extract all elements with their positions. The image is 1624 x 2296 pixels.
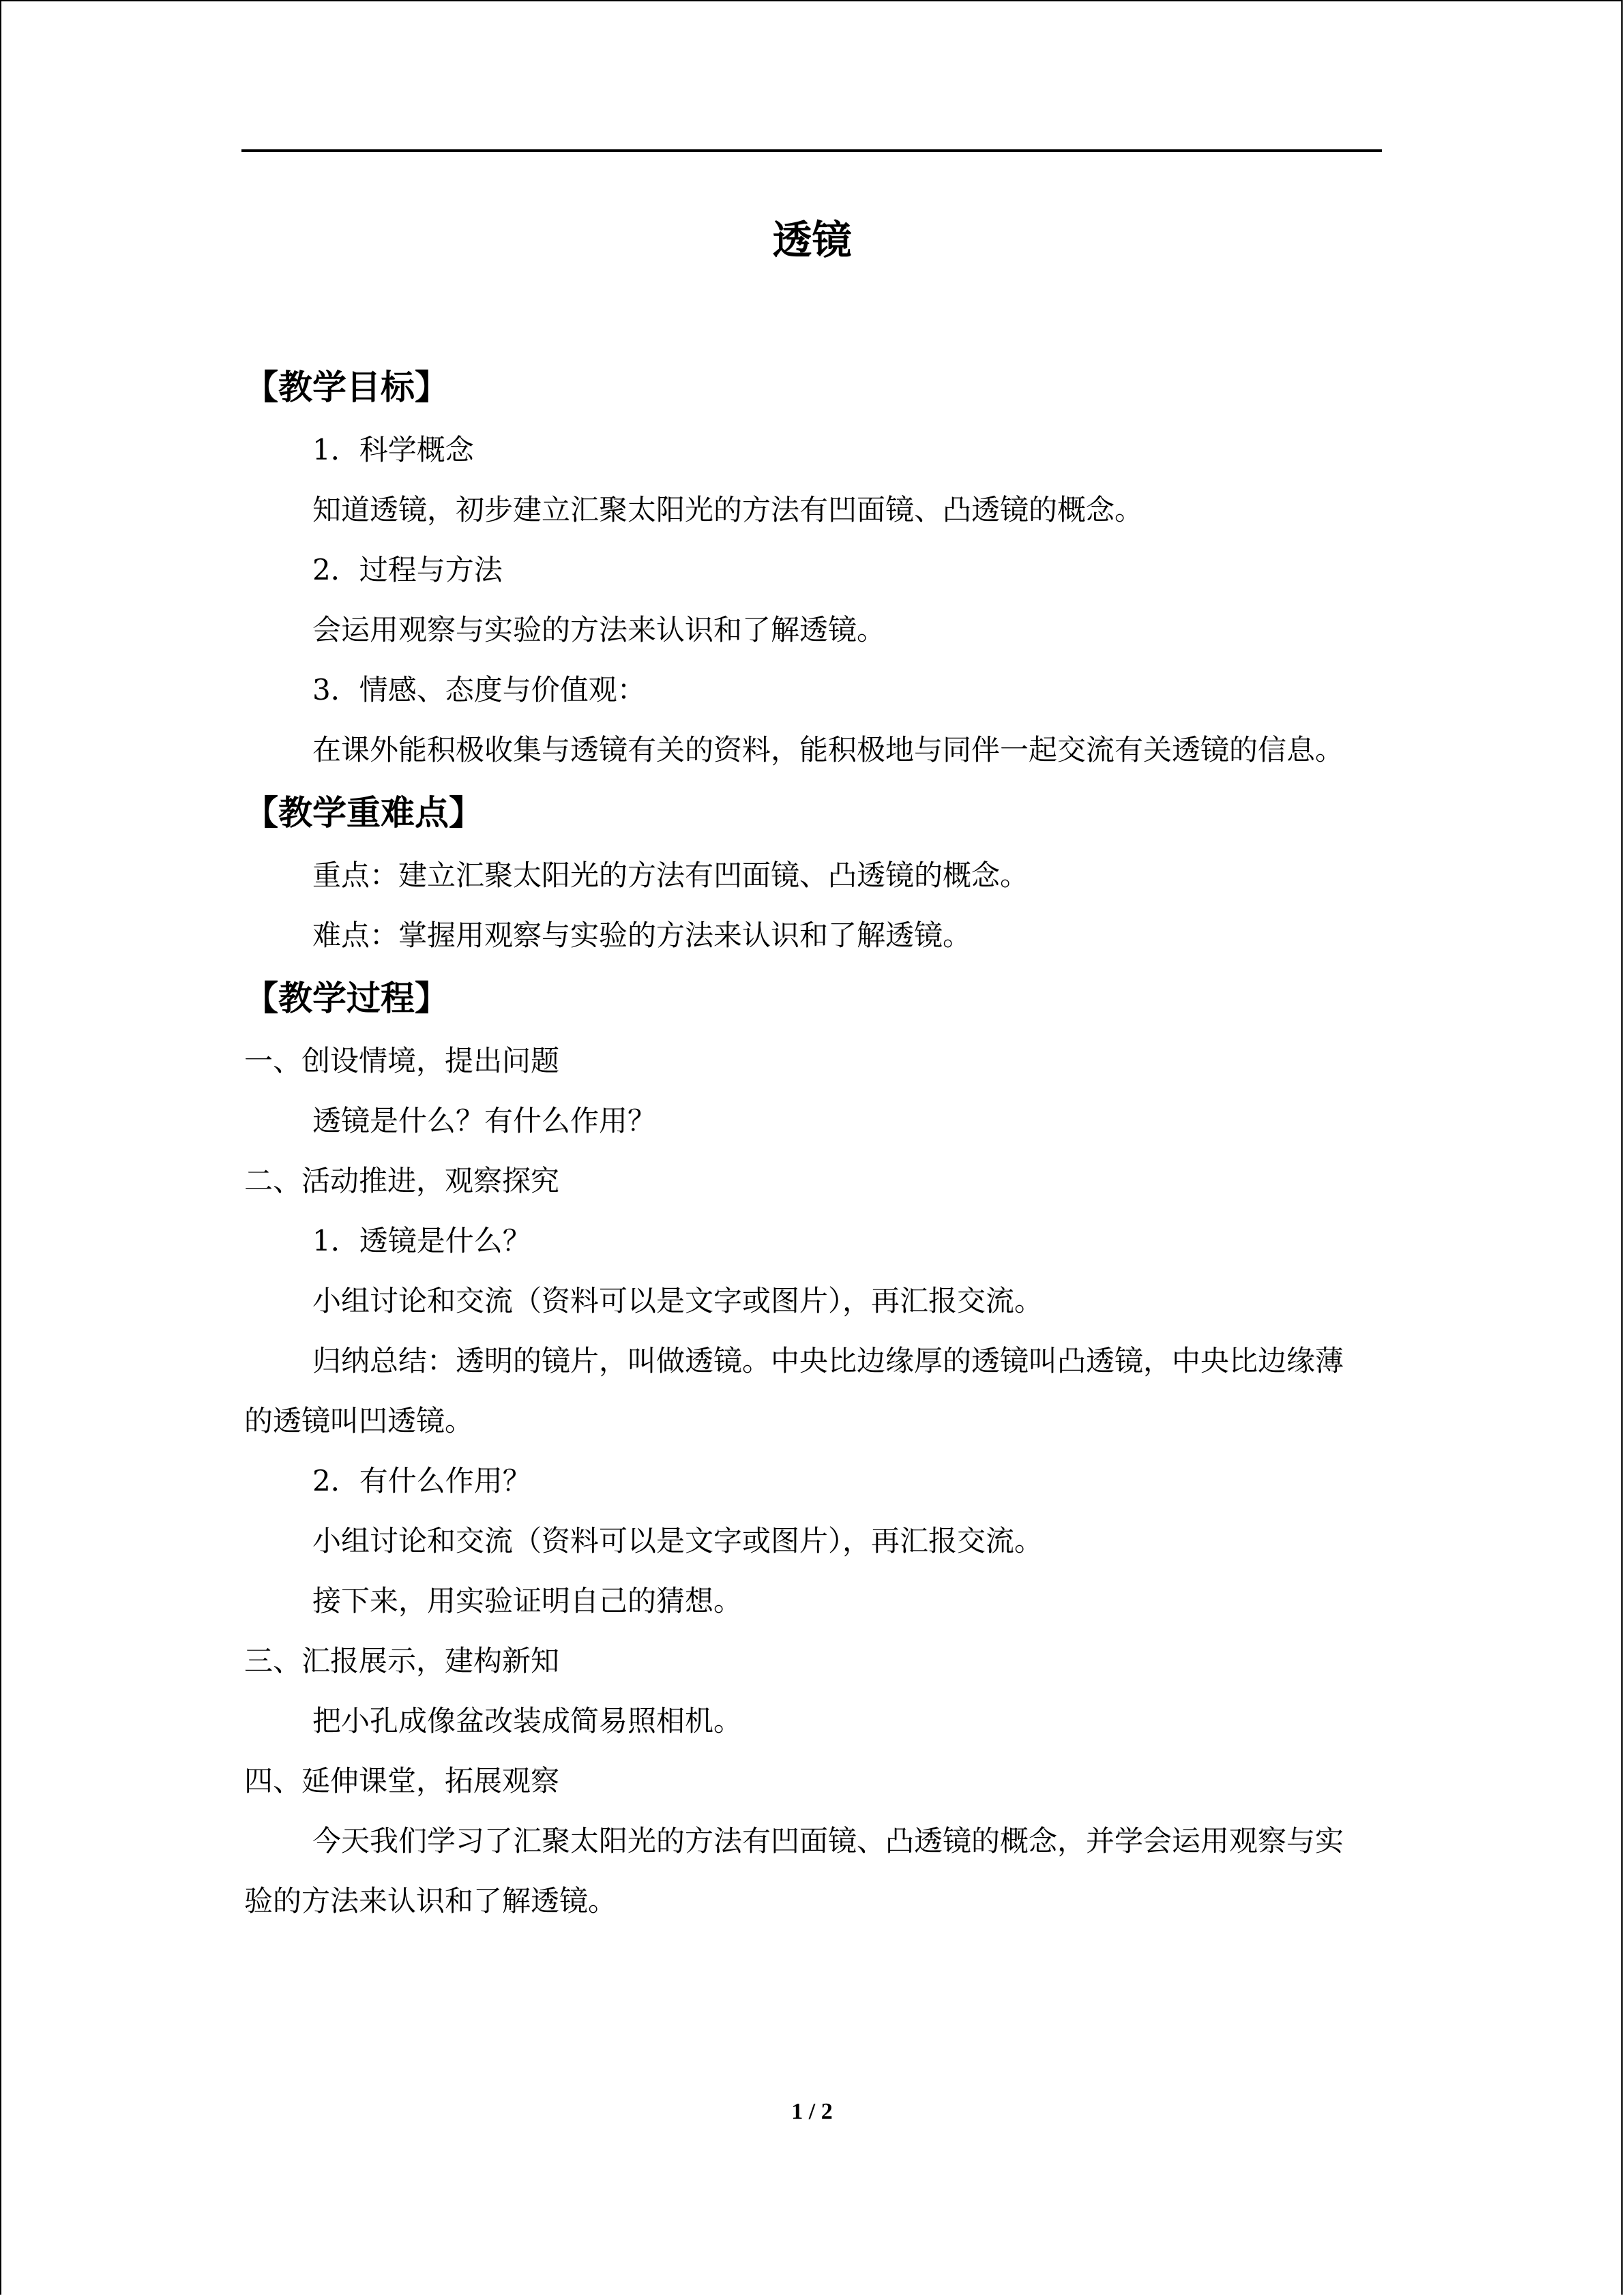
process-item: 小组讨论和交流（资料可以是文字或图片），再汇报交流。 <box>312 1284 1044 1317</box>
process-item: 透镜是什么？有什么作用？ <box>312 1104 657 1137</box>
objective-item: 知道透镜，初步建立汇聚太阳光的方法有凹面镜、凸透镜的概念。 <box>312 493 1144 526</box>
process-item: 归纳总结：透明的镜片，叫做透镜。中央比边缘厚的透镜叫凸透镜，中央比边缘薄的透镜叫凹透镜。 <box>244 1344 1344 1437</box>
process-step-heading: 四、延伸课堂，拓展观察 <box>244 1764 560 1798</box>
document-body <box>244 355 1363 1931</box>
process-item: 接下来，用实验证明自己的猜想。 <box>312 1584 743 1617</box>
process-item: 2．有什么作用？ <box>312 1464 531 1497</box>
process-item: 今天我们学习了汇聚太阳光的方法有凹面镜、凸透镜的概念，并学会运用观察与实验的方法来认识和了解透镜。 <box>244 1824 1344 1918</box>
section-heading-key-points: 【教学重难点】 <box>244 793 483 833</box>
objective-item: 会运用观察与实验的方法来认识和了解透镜。 <box>312 613 886 646</box>
process-item: 把小孔成像盆改装成简易照相机。 <box>312 1704 743 1738</box>
key-point-item: 重点：建立汇聚太阳光的方法有凹面镜、凸透镜的概念。 <box>312 859 1029 892</box>
section-heading-objectives: 【教学目标】 <box>244 368 449 407</box>
page-number: 1 / 2 <box>791 2099 833 2124</box>
document-title: 透镜 <box>772 217 852 263</box>
objective-item: 3．情感、态度与价值观： <box>312 673 646 706</box>
section-heading-process: 【教学过程】 <box>244 979 449 1018</box>
key-point-item: 难点：掌握用观察与实验的方法来认识和了解透镜。 <box>312 919 972 952</box>
header-rule <box>241 149 1382 152</box>
process-step-heading: 三、汇报展示，建构新知 <box>244 1644 560 1678</box>
process-step-heading: 一、创设情境，提出问题 <box>244 1044 560 1077</box>
process-step-heading: 二、活动推进，观察探究 <box>244 1164 560 1197</box>
objective-item: 2．过程与方法 <box>312 553 503 586</box>
process-item: 小组讨论和交流（资料可以是文字或图片），再汇报交流。 <box>312 1524 1044 1557</box>
objective-item: 1．科学概念 <box>312 433 474 466</box>
process-item: 1．透镜是什么？ <box>312 1224 531 1257</box>
objective-item: 在课外能积极收集与透镜有关的资料，能积极地与同伴一起交流有关透镜的信息。 <box>312 733 1344 766</box>
